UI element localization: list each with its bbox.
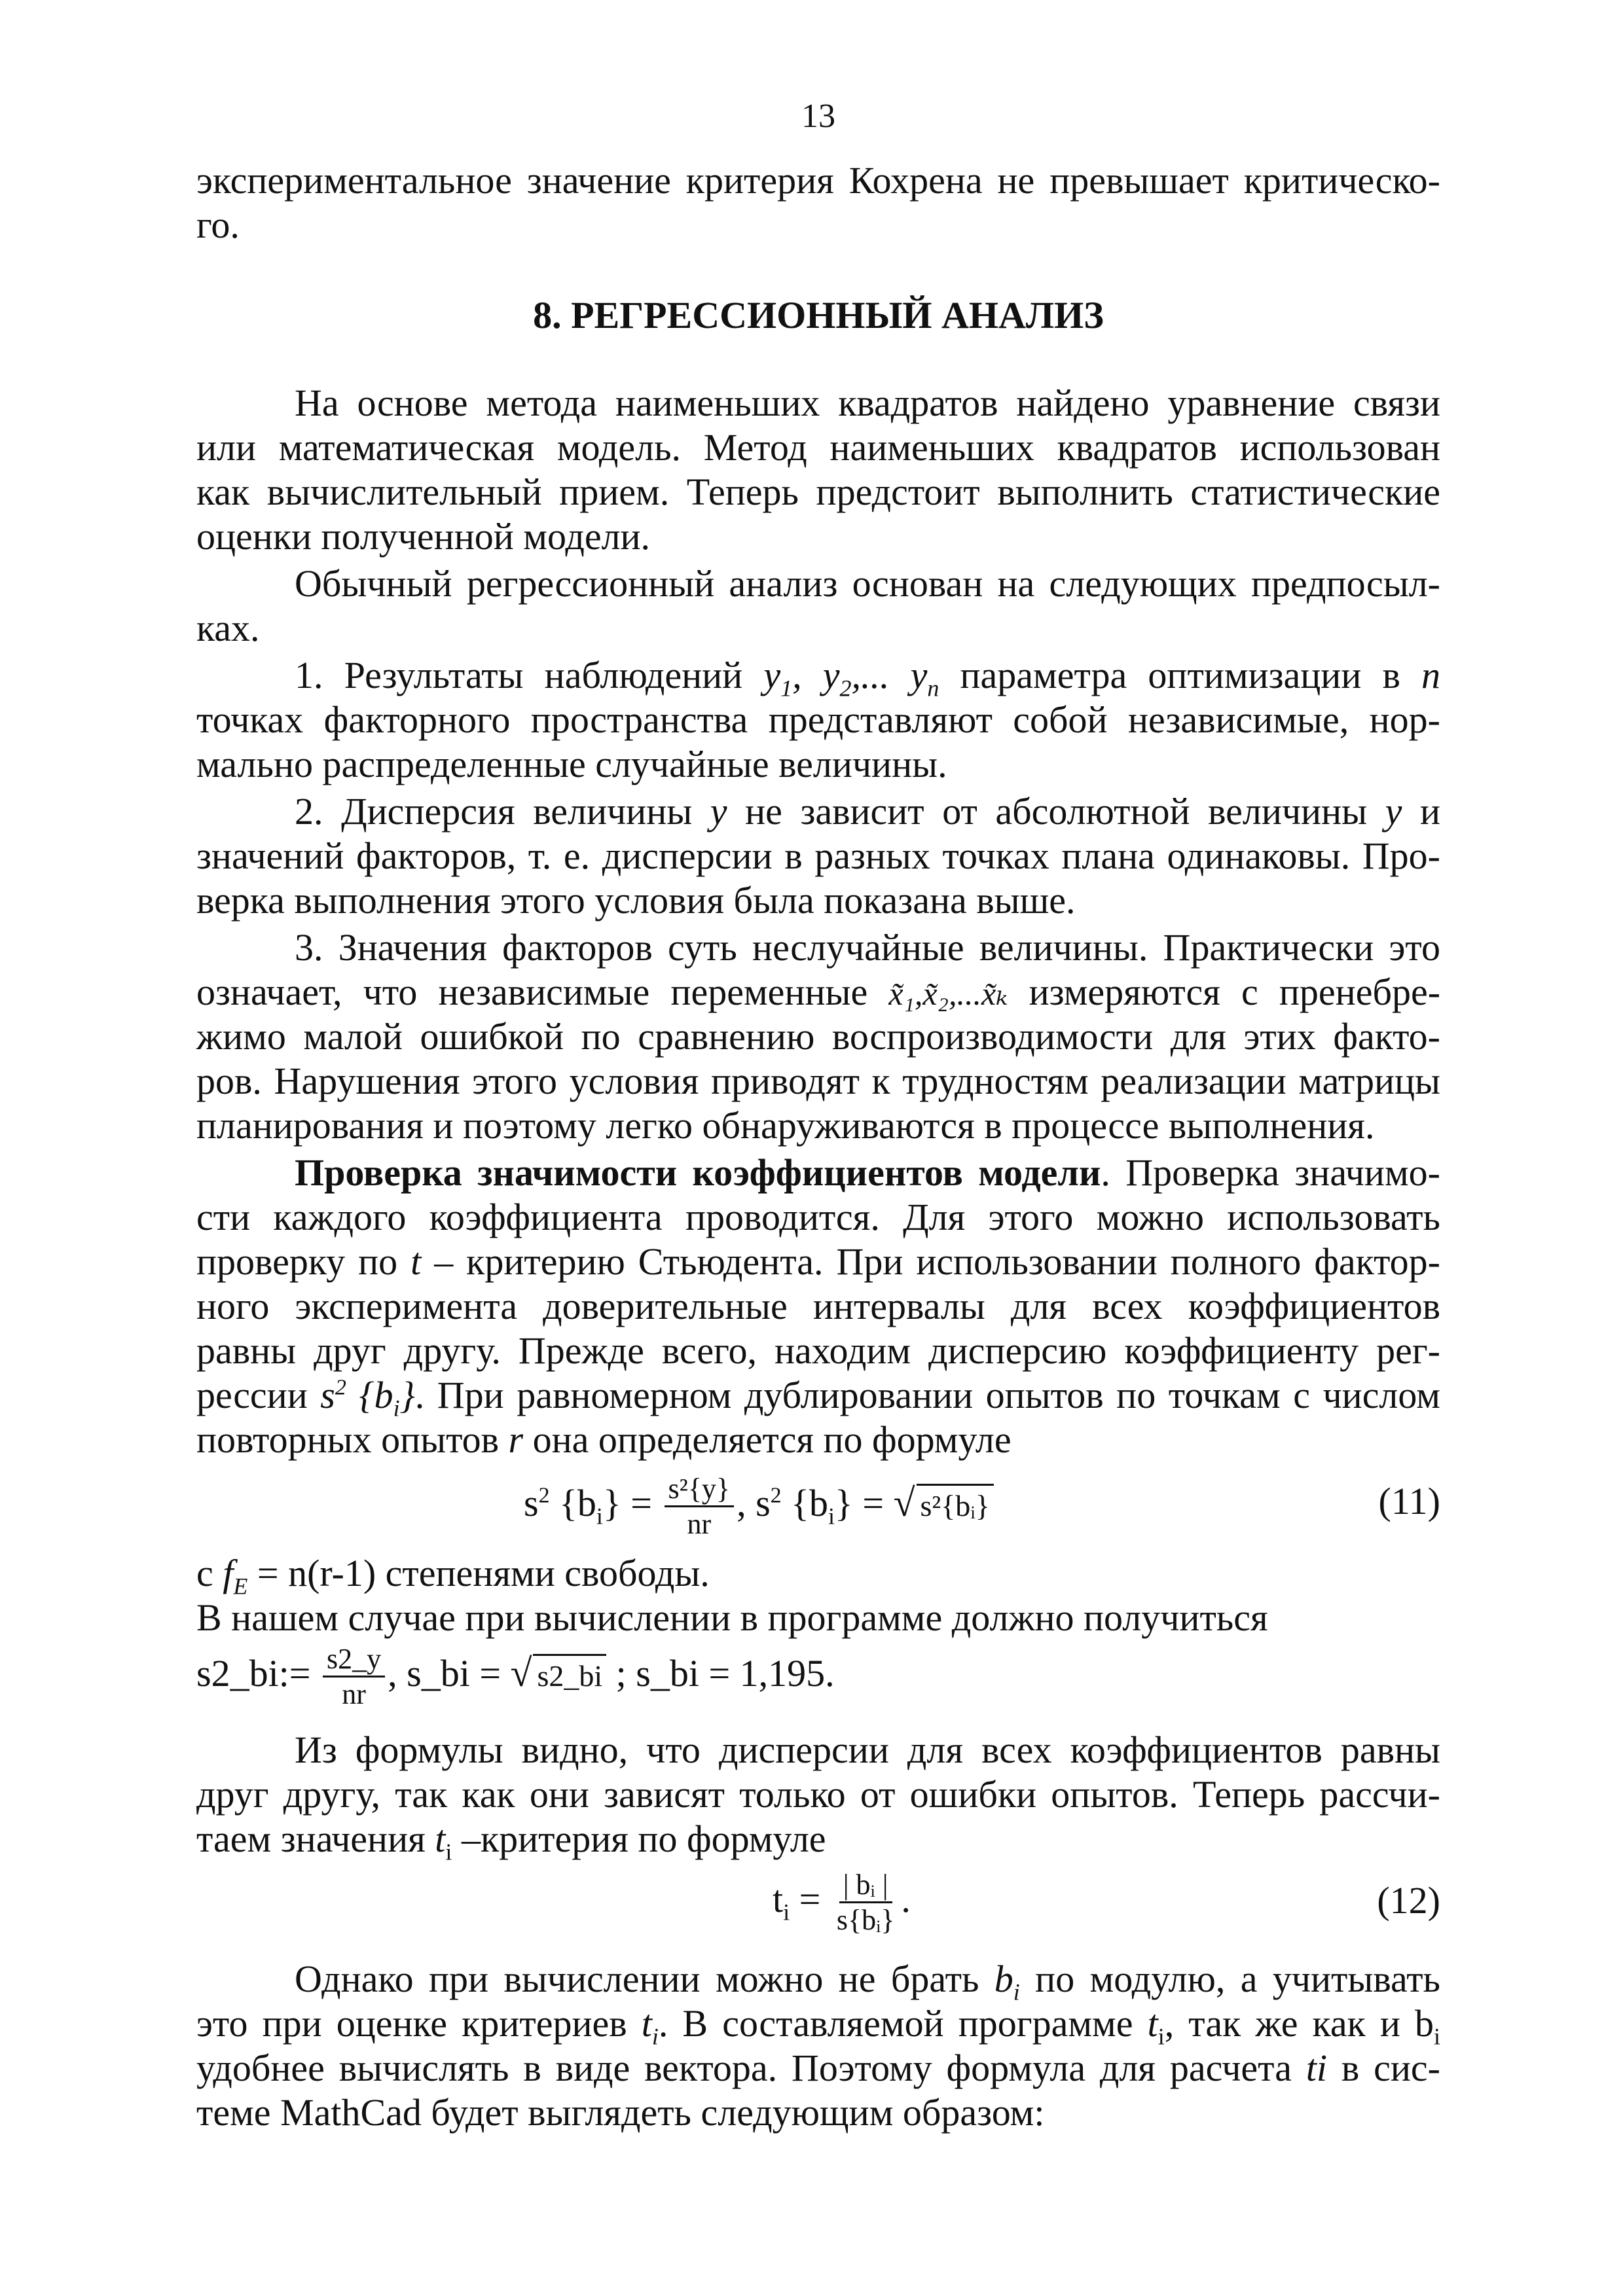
equation-number: (11): [1378, 1480, 1440, 1522]
text-line: экспериментальное значение критерия Кохрена не превышает критическо-: [196, 159, 1440, 202]
text-line: 2. Дисперсия величины y не зависит от абсолютной величины y и: [295, 790, 1441, 833]
text-line: повторных опытов r она определяется по формуле: [196, 1418, 1012, 1461]
text-line: верка выполнения этого условия была показана выше.: [196, 879, 1076, 922]
page-number: 13: [801, 98, 835, 135]
text-line: значений факторов, т. е. дисперсии в разных точках плана одинаковы. Про-: [196, 834, 1440, 877]
equation-12: $t_i$ = $\frac{\text{| bᵢ |}}{\text{s\{bᵢ\}}}$ . (12): [773, 1869, 1440, 1936]
text-line: с $f_E = n(r-1)$ степенями свободы.: [196, 1552, 710, 1600]
text-line: точках факторного пространства представляют собой независимые, нор-: [196, 698, 1440, 741]
text-line: как вычислительный прием. Теперь предстоит выполнить статистические: [196, 471, 1440, 513]
fraction: $\frac{s2\_y}{nr}$: [323, 1643, 385, 1712]
text-line: сти каждого коэффициента проводится. Для этого можно использовать: [196, 1196, 1440, 1238]
text-line: это при оценке критериев $t_i$. В составляемой программе $t_i$, так же как и $b_i$: [196, 2002, 1440, 2050]
text-line: теме MathCad будет выглядеть следующим образом:: [196, 2091, 1045, 2134]
text-line: го.: [196, 204, 240, 246]
text-line: или математическая модель. Метод наименьших квадратов использован: [196, 426, 1440, 469]
text-line: равны друг другу. Прежде всего, находим дисперсию коэффициенту рег-: [196, 1329, 1440, 1372]
text-line: ного эксперимента доверительные интервалы для всех коэффициентов: [196, 1285, 1440, 1327]
text-line: мально распределенные случайные величины.: [196, 743, 947, 785]
text-line: На основе метода наименьших квадратов найдено уравнение связи: [295, 382, 1440, 424]
text-line: планирования и поэтому легко обнаруживаются в процессе выполнения.: [196, 1104, 1375, 1147]
text-line: означает, что независимые переменные x̃₁,x̃₂,...x̃ₖ измеряются с пренебре-: [196, 971, 1441, 1013]
fraction: $\frac{\text{s²\{y\}}}{nr}$: [665, 1473, 735, 1541]
text-line: ров. Нарушения этого условия приводят к трудностям реализации матрицы: [196, 1060, 1440, 1102]
text-line: 3. Значения факторов суть неслучайные величины. Практически это: [295, 926, 1440, 969]
text-line: рессии $s^2$ $\{b_i\}$. При равномерном дублировании опытов по точкам с числом: [196, 1374, 1440, 1422]
text-line: проверку по t – критерию Стьюдента. При использовании полного фактор-: [196, 1240, 1440, 1283]
text-line: В нашем случае при вычислении в программе должно получиться: [196, 1596, 1268, 1639]
text-line: Обычный регрессионный анализ основан на следующих предпосыл-: [295, 562, 1440, 605]
text-line: ках.: [196, 607, 260, 649]
text-line: Из формулы видно, что дисперсии для всех коэффициентов равны: [295, 1729, 1440, 1771]
equation-11: $s^2$ $\{b_i\}$ = $\frac{\text{s²\{y\}}}{nr}$ , $s^2$ $\{b_i\}$ = √ s²{bᵢ} (11): [524, 1473, 1440, 1540]
text-line: оценки полученной модели.: [196, 515, 651, 558]
text-line: удобнее вычислять в виде вектора. Поэтому формула для расчета ti в сис-: [196, 2047, 1440, 2089]
program-line: s2_bi:= $\frac{s2\_y}{nr}$ , s_bi = √ s2_bi ; s_bi = 1,195.: [196, 1643, 835, 1710]
equation-number: (12): [1377, 1879, 1440, 1922]
text-line: друг другу, так как они зависят только от ошибки опытов. Теперь рассчи-: [196, 1773, 1440, 1816]
section-heading: 8. РЕГРЕССИОННЫЙ АНАЛИЗ: [533, 294, 1104, 336]
text-line: 1. Результаты наблюдений $y_1$, $y_2$,... $y_n$ параметра оптимизации в n: [295, 654, 1441, 702]
text-line: Однако при вычислении можно не брать $b_i$ по модулю, а учитывать: [295, 1958, 1440, 2005]
text-line: таем значения $t_i$ –критерия по формуле: [196, 1818, 826, 1865]
text-line: жимо малой ошибкой по сравнению воспроизводимости для этих факто-: [196, 1015, 1440, 1058]
fraction: $\frac{\text{| bᵢ |}}{\text{s\{bᵢ\}}}$: [836, 1869, 895, 1936]
text-line: Проверка значимости коэффициентов модели. Проверка значимо-: [295, 1151, 1440, 1194]
